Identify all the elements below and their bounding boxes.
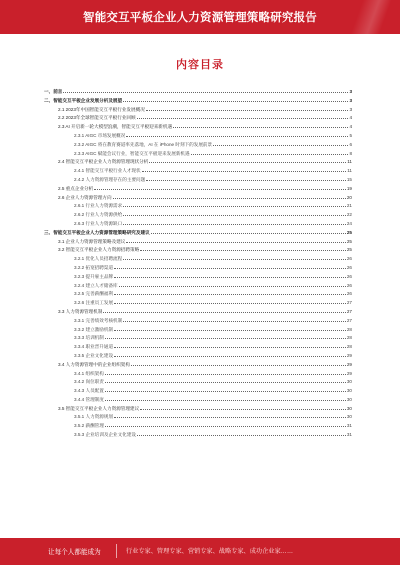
toc-entry-page: 5 [349,132,352,138]
toc-leader-dots [113,198,346,199]
toc-entry-label: 2.4.1 智能交互平板行业人才现状 [74,168,141,174]
toc-entry-label: 2.5 重点企业分析 [58,185,94,191]
toc-leader-dots [123,321,346,322]
toc-entry-page: 27 [346,317,352,323]
toc-entry-page: 11 [347,159,352,165]
toc-leader-dots [123,206,346,207]
toc-entry[interactable] [44,167,352,176]
toc-leader-dots [105,426,346,427]
toc-entry[interactable] [44,246,352,255]
toc-entry[interactable] [44,132,352,141]
toc-heading: 内容目录 [176,59,224,71]
toc-entry-label: 2.3 AI 开启新一轮大模型浪潮，智能交互平板迎来新机遇 [58,124,173,130]
toc-entry[interactable] [44,264,352,273]
toc-entry-label: 2.1 2023年中国智能交互平板行业发展概况 [58,106,145,112]
toc-leader-dots [105,382,346,383]
toc-leader-dots [140,409,346,410]
toc-entry-label: 2.6.1 行业人力资源需求 [74,203,123,209]
toc-entry[interactable] [44,352,352,361]
toc-entry[interactable] [44,282,352,291]
toc-entry-label: 2.4.2 人力资源管理存在的主要问题 [74,176,146,182]
toc-entry[interactable] [44,185,352,194]
toc-leader-dots [114,268,346,269]
toc-leader-dots [63,92,348,93]
toc-leader-dots [131,365,346,366]
toc-entry-label: 2.6 企业人力资源管理方向 [58,194,112,200]
toc-entry-page: 3 [349,97,352,103]
toc-leader-dots [119,286,346,287]
toc-entry[interactable] [44,387,352,396]
toc-leader-dots [114,277,346,278]
report-header-bar [0,0,400,34]
toc-leader-dots [105,374,346,375]
toc-entry-label: 3.3 人力资源管理机制 [58,308,103,314]
toc-entry-page: 26 [346,264,352,270]
toc-entry-page: 30 [346,379,352,385]
toc-leader-dots [94,189,346,190]
toc-entry-label: 3.5.2 薪酬管理 [74,423,104,429]
toc-entry-page: 30 [346,414,352,420]
toc-entry-label: 3.2.4 建立人才储备库 [74,282,118,288]
toc-entry-page: 31 [346,423,352,429]
toc-entry[interactable] [44,158,352,167]
toc-leader-dots [123,259,346,260]
toc-entry[interactable] [44,88,352,97]
toc-entry-page: 29 [346,352,352,358]
toc-entry-label: 3.4.2 岗位职责 [74,379,104,385]
toc-entry-label: 3.4.1 组织架构 [74,370,104,376]
footer-tagline: 行业专家、管理专家、营销专家、战略专家、成功企业家…… [126,548,294,555]
toc-entry-label: 2.6.2 行业人力资源供给 [74,212,123,218]
toc-entry[interactable] [44,238,352,247]
toc-entry[interactable] [44,273,352,282]
toc-leader-dots [151,233,346,234]
toc-entry-label: 2.3.2 AIGC 将在教育赛道率先落地，AI 在 iPhone 时刻下的发展前景 [74,141,213,147]
toc-entry-label: 2.6.3 行业人力资源缺口 [74,220,123,226]
toc-entry-page: 28 [346,335,352,341]
toc-entry[interactable] [44,106,352,115]
toc-leader-dots [142,171,347,172]
toc-entry-label: 3.5 智能交互平板企业人力资源管理建议 [58,405,140,411]
toc-leader-dots [123,101,348,102]
toc-entry-page: 3 [349,106,352,112]
toc-entry-page: 22 [346,212,352,218]
toc-leader-dots [103,312,345,313]
footer-slogan: 让每个人都能成为 [48,549,101,556]
toc-leader-dots [105,400,346,401]
toc-entry-label: 3.1 企业人力资源管理策略及建议 [58,238,126,244]
toc-entry-label: 3.3.3 培训机制 [74,335,104,341]
toc-entry-label: 2.4 智能交互平板企业人力资源管理现状分析 [58,159,149,165]
toc-entry-label: 3.3.1 完善绩效考核机制 [74,317,123,323]
toc-leader-dots [105,338,346,339]
toc-leader-dots [213,145,348,146]
toc-entry[interactable] [44,202,352,211]
toc-entry[interactable] [44,326,352,335]
toc-entry-label: 二、智能交互平板企业发展分析及展望 [44,97,123,103]
toc-leader-dots [191,154,349,155]
toc-entry[interactable] [44,123,352,132]
toc-entry[interactable] [44,290,352,299]
toc-leader-dots [114,356,346,357]
toc-entry-page: 24 [346,220,352,226]
toc-entry[interactable] [44,114,352,123]
toc-entry-label: 3.2.6 注重员工发展 [74,300,114,306]
toc-entry-page: 6 [349,141,352,147]
toc-entry-label: 3.4.3 人员配置 [74,388,104,394]
toc-entry-page: 26 [346,256,352,262]
footer-divider [116,544,117,558]
toc-entry[interactable] [44,150,352,159]
toc-entry-page: 30 [346,388,352,394]
toc-entry-label: 3.3.4 职业晋升通道 [74,344,114,350]
toc-entry[interactable] [44,176,352,185]
toc-entry[interactable] [44,396,352,405]
toc-leader-dots [105,391,346,392]
toc-entry-label: 3.2.2 拓宽招聘渠道 [74,264,114,270]
toc-leader-dots [146,110,349,111]
toc-entry-page: 21 [346,203,352,209]
toc-entry-page: 31 [346,432,352,438]
toc-entry[interactable] [44,378,352,387]
toc-entry[interactable] [44,431,352,440]
toc-entry-page: 29 [346,370,352,376]
toc-leader-dots [173,127,348,128]
toc-entry[interactable] [44,405,352,414]
toc-entry[interactable] [44,229,352,238]
toc-entry[interactable] [44,255,352,264]
toc-entry-page: 4 [349,115,352,121]
toc-entry-page: 28 [346,344,352,350]
toc-entry-page: 20 [346,194,352,200]
toc-leader-dots [114,417,346,418]
toc-entry[interactable] [44,413,352,422]
toc-entry-label: 3.2.1 优化人员招聘流程 [74,256,123,262]
toc-entry-page: 28 [346,326,352,332]
toc-entry-label: 一、前言 [44,89,63,94]
toc-entry[interactable] [44,308,352,317]
toc-leader-dots [114,303,346,304]
toc-entry-page: 8 [349,150,352,156]
toc-entry-page: 26 [346,282,352,288]
toc-entry-page: 26 [346,291,352,297]
toc-entry-page: 30 [346,396,352,402]
report-title: 智能交互平板企业人力资源管理策略研究报告 [83,12,317,24]
toc-leader-dots [137,435,346,436]
toc-entry[interactable] [44,343,352,352]
toc-entry-label: 2.3.3 AIGC 赋能会议行业，智能交互平板迎来发展新机遇 [74,150,190,156]
toc-entry-page: 15 [346,176,352,182]
toc-entry[interactable] [44,220,352,229]
toc-entry-label: 3.4 人力资源管理中的企业组织架构 [58,361,130,367]
toc-entry-page: 19 [346,185,352,191]
toc-entry-page: 30 [346,405,352,411]
toc-entry-label: 2.2 2023年全球智能交互平板行业回顾 [58,115,136,121]
toc-entry[interactable] [44,361,352,370]
toc-entry-label: 3.2.3 提升雇主品牌 [74,273,114,279]
toc-entry-page: 25 [346,238,352,244]
toc-leader-dots [114,347,346,348]
toc-entry-label: 3.2 智能交互平板企业人力资源招聘策略 [58,247,140,253]
toc-leader-dots [146,180,346,181]
toc-entry-page: 29 [346,361,352,367]
toc-leader-dots [149,162,346,163]
table-of-contents [44,88,352,440]
toc-leader-dots [140,250,346,251]
toc-leader-dots [137,118,349,119]
toc-entry[interactable] [44,299,352,308]
toc-entry-label: 三、智能交互平板企业人力资源管理策略研究及建议 [44,229,150,235]
toc-entry[interactable] [44,194,352,203]
toc-entry[interactable] [44,370,352,379]
toc-entry-page: 27 [346,300,352,306]
toc-leader-dots [126,136,348,137]
toc-leader-dots [114,294,346,295]
toc-entry-label: 3.5.3 企业培训及企业文化建设 [74,432,137,438]
toc-entry-label: 3.2.5 完善薪酬福利 [74,291,114,297]
toc-entry[interactable] [44,334,352,343]
toc-entry[interactable] [44,141,352,150]
toc-leader-dots [123,224,346,225]
toc-entry[interactable] [44,317,352,326]
toc-leader-dots [123,215,346,216]
toc-entry-page: 3 [349,89,352,94]
toc-entry[interactable] [44,422,352,431]
toc-entry-page: 25 [346,247,352,253]
toc-entry-label: 3.3.5 企业文化建设 [74,352,114,358]
toc-entry-page: 26 [346,273,352,279]
toc-leader-dots [114,330,346,331]
toc-leader-dots [126,242,345,243]
toc-entry-label: 3.5.1 人力资源规划 [74,414,114,420]
toc-entry[interactable] [44,211,352,220]
toc-entry-page: 25 [346,229,352,235]
toc-entry-page: 11 [347,168,352,174]
footer-bar [0,538,400,565]
toc-entry-label: 2.3.1 AIGC 市场发展概况 [74,132,126,138]
toc-entry[interactable] [44,97,352,106]
toc-entry-page: 27 [346,308,352,314]
toc-entry-label: 3.4.4 管理制度 [74,396,104,402]
toc-entry-page: 4 [349,124,352,130]
toc-entry-label: 3.3.2 建立激励机制 [74,326,114,332]
